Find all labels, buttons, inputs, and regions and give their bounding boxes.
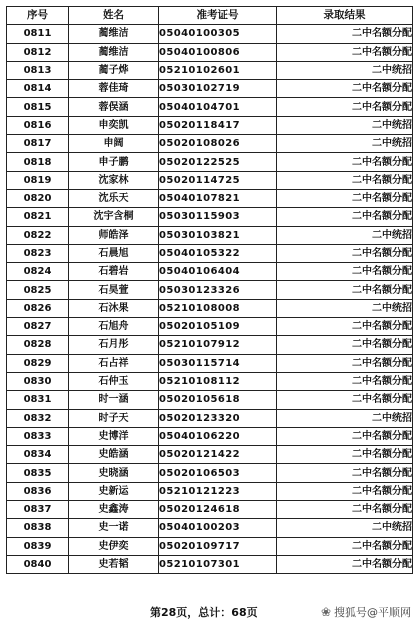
row-seq: 0814: [7, 80, 69, 98]
table-row: [7, 372, 413, 390]
row-result: 二中统招: [277, 61, 413, 79]
row-ticket: 05030123326: [159, 281, 277, 299]
row-seq: 0829: [7, 354, 69, 372]
table-row: [7, 244, 413, 262]
row-ticket: 05040104701: [159, 98, 277, 116]
table-row: [7, 446, 413, 464]
row-seq: 0831: [7, 391, 69, 409]
row-seq: 0817: [7, 135, 69, 153]
row-seq: 0819: [7, 171, 69, 189]
page-info: 第28页，总计：68页: [150, 606, 258, 619]
row-name: 史皓涵: [69, 446, 159, 464]
table-row: [7, 61, 413, 79]
row-name: 沈宇含桐: [69, 208, 159, 226]
row-ticket: 05210121223: [159, 482, 277, 500]
row-result: 二中名额分配: [277, 189, 413, 207]
row-seq: 0824: [7, 263, 69, 281]
row-name: 申阔: [69, 135, 159, 153]
row-result: 二中名额分配: [277, 354, 413, 372]
table-row: [7, 189, 413, 207]
header-result: 录取结果: [277, 7, 413, 25]
watermark-text: 搜狐号@平顺网: [334, 606, 411, 619]
row-seq: 0816: [7, 116, 69, 134]
row-ticket: 05020106503: [159, 464, 277, 482]
row-name: 石旭舟: [69, 318, 159, 336]
row-result: 二中名额分配: [277, 482, 413, 500]
row-name: 史晓涵: [69, 464, 159, 482]
table-row: [7, 299, 413, 317]
row-name: 石月彤: [69, 336, 159, 354]
header-name: 姓名: [69, 7, 159, 25]
row-seq: 0832: [7, 409, 69, 427]
row-name: 史博洋: [69, 427, 159, 445]
row-name: 石沐果: [69, 299, 159, 317]
row-result: 二中统招: [277, 226, 413, 244]
row-result: 二中名额分配: [277, 501, 413, 519]
row-name: 石碧岩: [69, 263, 159, 281]
row-name: 蓉佳琦: [69, 80, 159, 98]
table-row: [7, 336, 413, 354]
row-seq: 0839: [7, 537, 69, 555]
table-row: [7, 409, 413, 427]
row-ticket: 05020123320: [159, 409, 277, 427]
row-ticket: 05040107821: [159, 189, 277, 207]
row-ticket: 05210107912: [159, 336, 277, 354]
row-name: 史鑫涛: [69, 501, 159, 519]
row-ticket: 05210102601: [159, 61, 277, 79]
row-seq: 0826: [7, 299, 69, 317]
row-name: 时子天: [69, 409, 159, 427]
admission-table: [6, 6, 413, 574]
table-row: [7, 555, 413, 573]
row-result: 二中名额分配: [277, 281, 413, 299]
table-row: [7, 226, 413, 244]
row-ticket: 05020108026: [159, 135, 277, 153]
row-ticket: 05030102719: [159, 80, 277, 98]
row-name: 史一诺: [69, 519, 159, 537]
row-name: 蓉俣涵: [69, 98, 159, 116]
row-seq: 0838: [7, 519, 69, 537]
row-name: 申子鹏: [69, 153, 159, 171]
row-ticket: 05210108008: [159, 299, 277, 317]
row-seq: 0837: [7, 501, 69, 519]
table-row: [7, 318, 413, 336]
row-result: 二中名额分配: [277, 153, 413, 171]
row-ticket: 05030115714: [159, 354, 277, 372]
table-header-row: [7, 7, 413, 25]
row-ticket: 05040100305: [159, 25, 277, 43]
table-row: [7, 281, 413, 299]
table-row: [7, 98, 413, 116]
row-seq: 0815: [7, 98, 69, 116]
row-result: 二中名额分配: [277, 318, 413, 336]
row-seq: 0811: [7, 25, 69, 43]
row-ticket: 05020114725: [159, 171, 277, 189]
row-seq: 0813: [7, 61, 69, 79]
row-seq: 0823: [7, 244, 69, 262]
table-row: [7, 391, 413, 409]
row-name: 师皓泽: [69, 226, 159, 244]
table-row: [7, 263, 413, 281]
table-row: [7, 519, 413, 537]
row-name: 石昊萱: [69, 281, 159, 299]
row-result: 二中名额分配: [277, 372, 413, 390]
header-seq: 序号: [7, 7, 69, 25]
row-result: 二中名额分配: [277, 336, 413, 354]
row-result: 二中名额分配: [277, 427, 413, 445]
row-result: 二中统招: [277, 135, 413, 153]
row-name: 石晨旭: [69, 244, 159, 262]
row-ticket: 05020124618: [159, 501, 277, 519]
row-result: 二中名额分配: [277, 391, 413, 409]
row-result: 二中名额分配: [277, 25, 413, 43]
row-seq: 0836: [7, 482, 69, 500]
row-name: 史若韬: [69, 555, 159, 573]
row-name: 沈家林: [69, 171, 159, 189]
row-result: 二中名额分配: [277, 464, 413, 482]
row-name: 蔺子烨: [69, 61, 159, 79]
table-row: [7, 116, 413, 134]
row-result: 二中名额分配: [277, 80, 413, 98]
row-seq: 0812: [7, 43, 69, 61]
table-row: [7, 354, 413, 372]
row-ticket: 05210108112: [159, 372, 277, 390]
row-seq: 0827: [7, 318, 69, 336]
table-body: [7, 25, 413, 574]
table-row: [7, 501, 413, 519]
table-row: [7, 537, 413, 555]
row-ticket: 05020109717: [159, 537, 277, 555]
row-result: 二中统招: [277, 116, 413, 134]
row-name: 蔺维洁: [69, 43, 159, 61]
row-result: 二中名额分配: [277, 537, 413, 555]
row-ticket: 05210107301: [159, 555, 277, 573]
row-ticket: 05040100806: [159, 43, 277, 61]
table-row: [7, 80, 413, 98]
row-ticket: 05030103821: [159, 226, 277, 244]
row-seq: 0821: [7, 208, 69, 226]
row-name: 申奕凯: [69, 116, 159, 134]
sohu-logo-icon: ❀: [320, 605, 331, 619]
row-result: 二中统招: [277, 409, 413, 427]
row-result: 二中名额分配: [277, 98, 413, 116]
table-row: [7, 43, 413, 61]
row-ticket: 05040100203: [159, 519, 277, 537]
row-ticket: 05040106220: [159, 427, 277, 445]
table-row: [7, 171, 413, 189]
row-name: 石仲玉: [69, 372, 159, 390]
row-ticket: 05020105109: [159, 318, 277, 336]
row-ticket: 05020121422: [159, 446, 277, 464]
admission-list-sheet: [6, 6, 412, 574]
row-name: 沈乐天: [69, 189, 159, 207]
table-row: [7, 464, 413, 482]
row-result: 二中名额分配: [277, 446, 413, 464]
row-name: 蔺维洁: [69, 25, 159, 43]
row-ticket: 05020122525: [159, 153, 277, 171]
row-seq: 0835: [7, 464, 69, 482]
table-row: [7, 25, 413, 43]
row-result: 二中统招: [277, 519, 413, 537]
row-result: 二中名额分配: [277, 171, 413, 189]
row-result: 二中名额分配: [277, 244, 413, 262]
row-result: 二中名额分配: [277, 263, 413, 281]
row-ticket: 05040105322: [159, 244, 277, 262]
header-ticket: 准考证号: [159, 7, 277, 25]
row-result: 二中名额分配: [277, 208, 413, 226]
row-seq: 0840: [7, 555, 69, 573]
row-seq: 0833: [7, 427, 69, 445]
row-ticket: 05040106404: [159, 263, 277, 281]
table-row: [7, 482, 413, 500]
row-name: 史新运: [69, 482, 159, 500]
row-result: 二中名额分配: [277, 43, 413, 61]
row-seq: 0818: [7, 153, 69, 171]
row-ticket: 05020105618: [159, 391, 277, 409]
row-seq: 0825: [7, 281, 69, 299]
row-seq: 0820: [7, 189, 69, 207]
row-seq: 0822: [7, 226, 69, 244]
row-name: 时一涵: [69, 391, 159, 409]
table-row: [7, 427, 413, 445]
table-row: [7, 208, 413, 226]
row-seq: 0830: [7, 372, 69, 390]
row-seq: 0834: [7, 446, 69, 464]
watermark: [321, 604, 411, 620]
table-row: [7, 153, 413, 171]
row-ticket: 05030115903: [159, 208, 277, 226]
row-result: 二中统招: [277, 299, 413, 317]
row-seq: 0828: [7, 336, 69, 354]
row-result: 二中名额分配: [277, 555, 413, 573]
row-ticket: 05020118417: [159, 116, 277, 134]
row-name: 史伊奕: [69, 537, 159, 555]
table-row: [7, 135, 413, 153]
row-name: 石占祥: [69, 354, 159, 372]
